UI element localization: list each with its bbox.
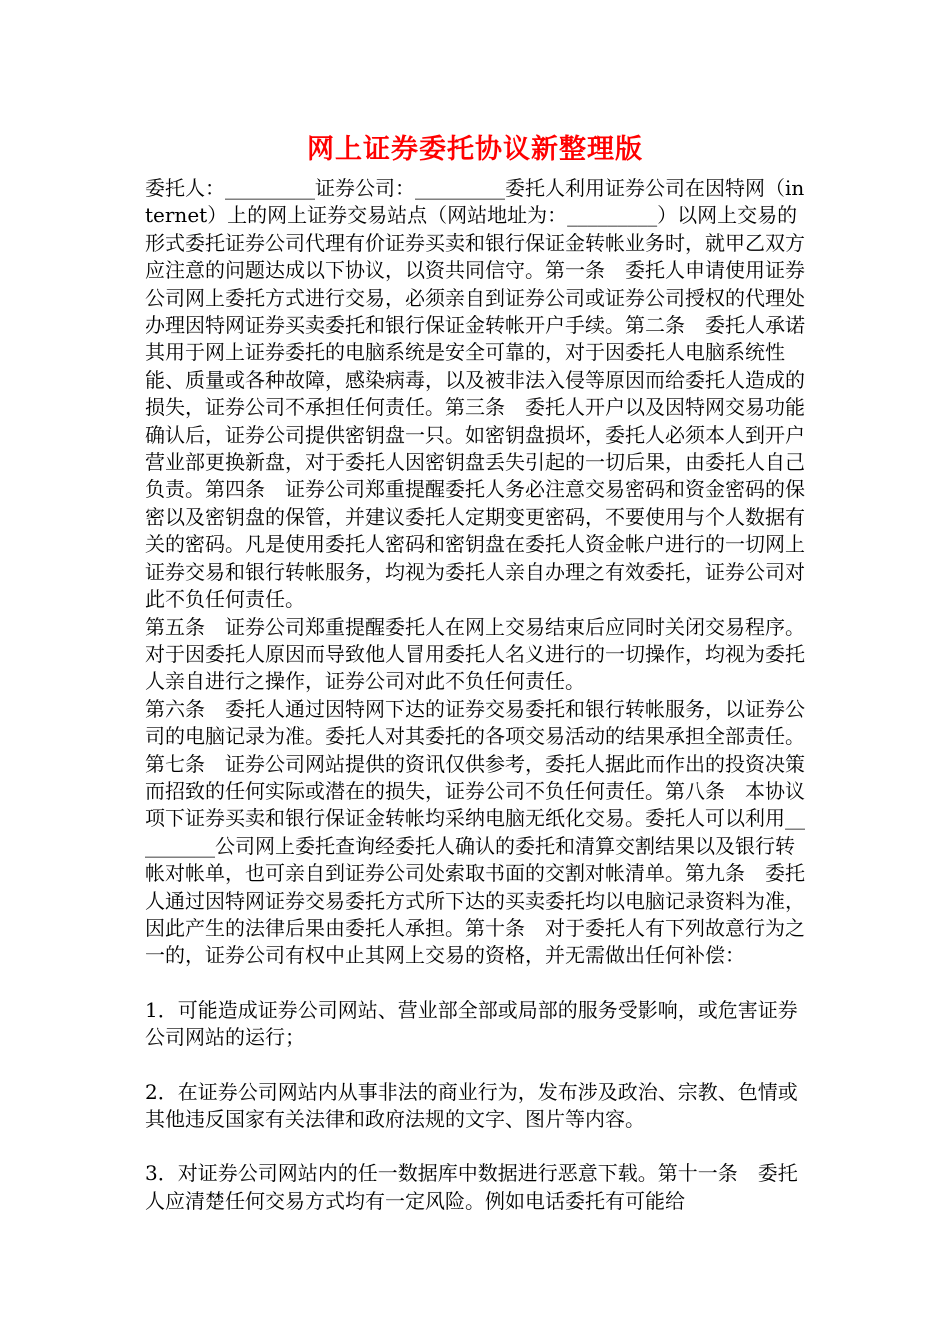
paragraph-spacer	[145, 1133, 810, 1160]
document-title: 网上证券委托协议新整理版	[307, 134, 643, 165]
body-paragraph-intro: 委托人：_________证券公司：_________委托人利用证券公司在因特网（internet）上的网上证券交易站点（网站地址为：_________）以网上交易的形式委托证券公司代理有价证券买卖和银行保证金转帐业务时，就甲乙双方应注意的问题达成以下协议，以资共同信守。第一条 委托人申请使用证券公司网上委托方式进行交易，必须亲自到证券公司或证券公司授权的代理处办理因特网证券买卖委托和银行保证金转帐开户手续。第二条 委托人承诺其用于网上证券委托的电脑系统是安全可靠的，对于因委托人电脑系统性能、质量或各种故障，感染病毒，以及被非法入侵等原因而给委托人造成的损失，证券公司不承担任何责任。第三条 委托人开户以及因特网交易功能确认后，证券公司提供密钥盘一只。如密钥盘损坏，委托人必须本人到开户营业部更换新盘，对于委托人因密钥盘丢失引起的一切后果，由委托人自己负责。第四条 证券公司郑重提醒委托人务必注意交易密码和资金密码的保密以及密钥盘的保管，并建议委托人定期变更密码，不要使用与个人数据有关的密码。凡是使用委托人密码和密钥盘在委托人资金帐户进行的一切网上证券交易和银行转帐服务，均视为委托人亲自办理之有效委托，证券公司对此不负任何责任。	[145, 176, 805, 612]
document-body	[145, 175, 810, 1215]
list-item-1: 1．可能造成证券公司网站、营业部全部或局部的服务受影响，或危害证券公司网站的运行；	[145, 997, 798, 1050]
paragraph-spacer	[145, 970, 810, 997]
list-item-3: 3．对证券公司网站内的任一数据库中数据进行恶意下载。第十一条 委托人应清楚任何交易方式均有一定风险。例如电话委托有可能给	[145, 1161, 798, 1213]
list-item-2: 2．在证券公司网站内从事非法的商业行为，发布涉及政治、宗教、色情或其他违反国家有关法律和政府法规的文字、图片等内容。	[145, 1079, 798, 1131]
paragraph-spacer	[145, 1052, 810, 1079]
body-paragraph-article-6-10: 第六条 委托人通过因特网下达的证券交易委托和银行转帐服务，以证券公司的电脑记录为准。委托人对其委托的各项交易活动的结果承担全部责任。第七条 证券公司网站提供的资讯仅供参考，委托人据此而作出的投资决策而招致的任何实际或潜在的损失，证券公司不负任何责任。第八条 本协议项下证券买卖和银行保证金转帐均采纳电脑无纸化交易。委托人可以利用_________公司网上委托查询经委托人确认的委托和清算交割结果以及银行转帐对帐单，也可亲自到证券公司处索取书面的交割对帐清单。第九条 委托人通过因特网证券交易委托方式所下达的买卖委托均以电脑记录资料为准，因此产生的法律后果由委托人承担。第十条 对于委托人有下列故意行为之一的，证券公司有权中止其网上交易的资格，并无需做出任何补偿：	[145, 696, 805, 968]
body-paragraph-article-5: 第五条 证券公司郑重提醒委托人在网上交易结束后应同时关闭交易程序。对于因委托人原因而导致他人冒用委托人名义进行的一切操作，均视为委托人亲自进行之操作，证券公司对此不负任何责任。	[145, 614, 805, 694]
